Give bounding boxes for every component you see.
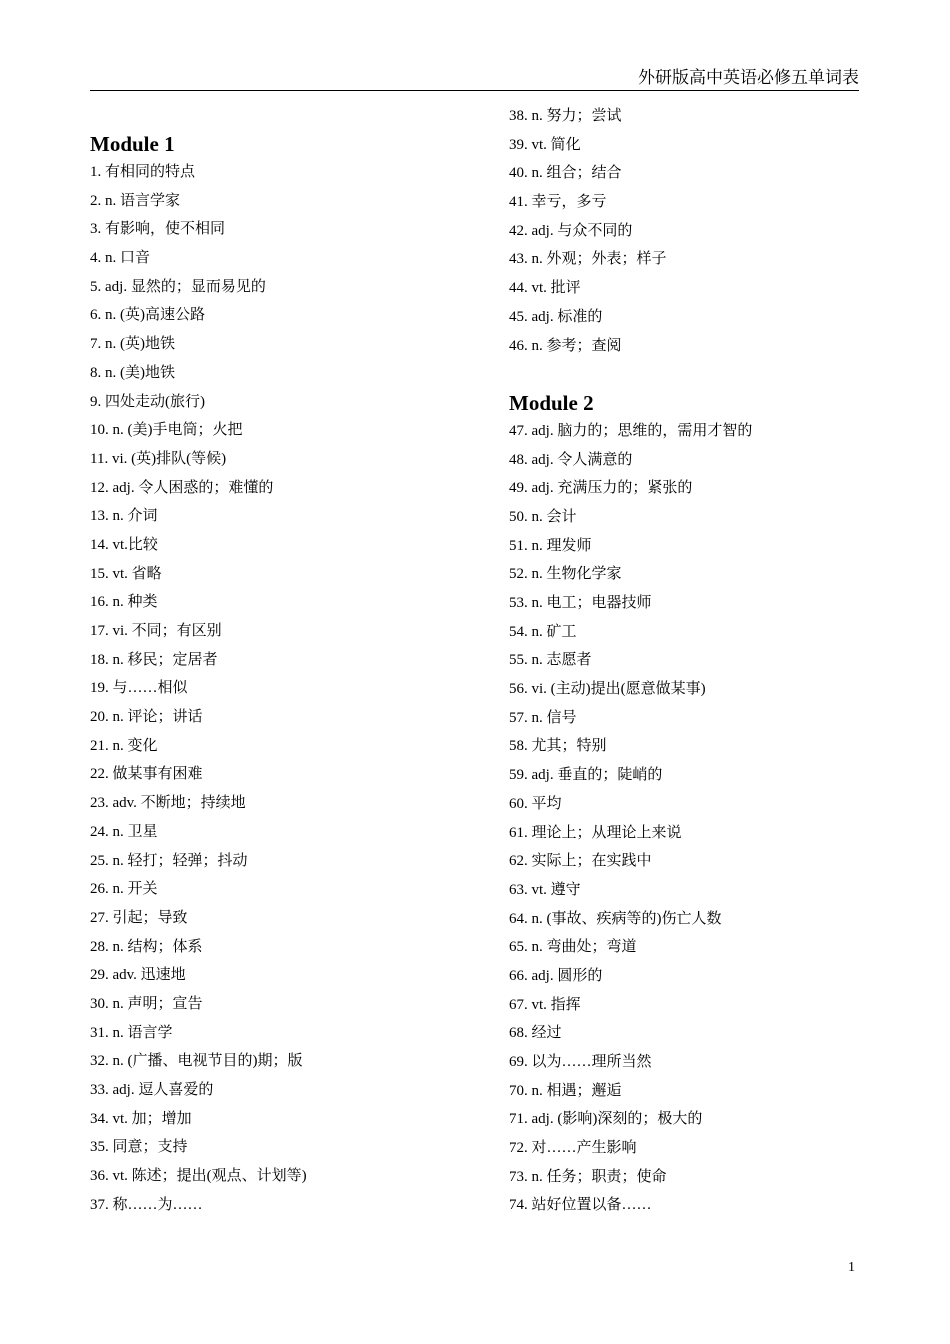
entry-number: 48.	[509, 451, 528, 468]
entry-number: 17.	[90, 623, 109, 639]
entry-definition: n. (广播、电视节目的)期；版	[108, 1053, 303, 1070]
vocab-entry	[90, 617, 490, 646]
entry-definition: 四处走动(旅行)	[101, 393, 205, 410]
entry-definition: adj. 脑力的；思维的，需用才智的	[527, 422, 753, 439]
entry-number: 55.	[509, 652, 528, 669]
vocab-entry	[90, 703, 490, 732]
vocab-entry	[509, 131, 859, 160]
entry-number: 52.	[509, 566, 528, 583]
entry-definition: n. 轻打；轻弹；抖动	[108, 852, 248, 869]
entry-number: 23.	[90, 795, 109, 812]
entry-number: 21.	[90, 737, 109, 754]
vocab-entry	[509, 417, 859, 446]
entry-number: 15.	[90, 565, 109, 582]
entry-definition: adj. 圆形的	[527, 967, 603, 984]
entry-definition: 做某事有困难	[108, 766, 203, 783]
entry-number: 5.	[90, 278, 102, 295]
vocab-entry	[509, 532, 859, 561]
entry-number: 50.	[509, 508, 528, 525]
vocab-entry	[509, 905, 859, 934]
page-header	[90, 62, 859, 91]
vocab-entry	[90, 1047, 490, 1076]
vocab-entry	[509, 159, 859, 188]
vocab-entry	[509, 217, 859, 246]
entry-number: 14.	[90, 536, 109, 553]
vocab-entry	[90, 244, 490, 273]
entry-number: 57.	[509, 709, 528, 726]
entry-definition: vi. (英)排队(等候)	[108, 450, 227, 467]
entry-definition: 与……相似	[108, 680, 188, 697]
vocab-entry	[90, 760, 490, 789]
entry-definition: adj. 令人困惑的；难懂的	[108, 479, 274, 496]
entry-definition: n. 电工；电器技师	[527, 595, 652, 611]
vocab-entry	[509, 102, 859, 131]
vocab-entry	[509, 732, 859, 761]
entry-definition: 尤其；特别	[527, 738, 607, 755]
entry-definition: n. 评论；讲话	[108, 709, 203, 726]
vocab-entry	[90, 215, 490, 244]
entry-number: 1.	[90, 164, 102, 180]
entry-number: 12.	[90, 479, 109, 496]
vocab-entry	[90, 531, 490, 560]
entry-number: 61.	[509, 824, 528, 841]
entry-definition: n. 信号	[527, 709, 577, 726]
entry-number: 20.	[90, 709, 109, 726]
entry-definition: n. 开关	[108, 881, 158, 898]
entry-number: 2.	[90, 192, 102, 209]
entry-number: 56.	[509, 681, 528, 698]
entry-number: 64.	[509, 910, 528, 927]
vocab-entry	[509, 819, 859, 848]
vocab-entry	[90, 847, 490, 876]
entry-number: 40.	[509, 165, 528, 182]
entry-number: 43.	[509, 251, 528, 268]
entry-definition: vt.比较	[108, 536, 158, 553]
vocab-entry	[90, 1019, 490, 1048]
vocab-entry	[90, 818, 490, 847]
entry-definition: n. (英)高速公路	[101, 307, 205, 324]
entry-definition: n. 弯曲处；弯道	[527, 939, 637, 956]
entry-definition: n. 会计	[527, 508, 577, 525]
entry-definition: adj. 标准的	[527, 308, 603, 325]
entry-number: 10.	[90, 422, 109, 439]
entry-number: 72.	[509, 1140, 528, 1157]
vocab-entry	[509, 1048, 859, 1077]
entry-number: 60.	[509, 795, 528, 812]
entry-definition: n. 声明；宣告	[108, 995, 203, 1012]
entry-definition: n. 生物化学家	[527, 566, 622, 583]
vocab-entry	[509, 646, 859, 675]
entry-number: 26.	[90, 881, 109, 898]
entry-definition: adj. (影响)深刻的；极大的	[527, 1111, 703, 1128]
vocab-entry	[509, 503, 859, 532]
entry-number: 66.	[509, 967, 528, 984]
entry-definition: n. 组合；结合	[527, 165, 622, 182]
vocab-entry	[509, 991, 859, 1020]
entry-number: 3.	[90, 221, 102, 238]
vocab-entry	[90, 502, 490, 531]
entry-definition: n. 外观；外表；样子	[527, 251, 667, 268]
vocab-entry	[509, 303, 859, 332]
entry-number: 4.	[90, 250, 102, 267]
entry-definition: adv. 迅速地	[108, 967, 186, 984]
vocab-entry	[90, 1191, 490, 1220]
entry-number: 53.	[509, 595, 528, 611]
vocab-entry	[90, 789, 490, 818]
entry-number: 29.	[90, 967, 109, 984]
entry-definition: vi. (主动)提出(愿意做某事)	[527, 681, 706, 698]
entry-number: 63.	[509, 881, 528, 898]
entry-number: 33.	[90, 1082, 109, 1098]
entry-definition: 称……为……	[108, 1196, 203, 1213]
vocab-entry	[90, 1076, 490, 1105]
entry-number: 36.	[90, 1168, 109, 1185]
entry-definition: adj. 垂直的；陡峭的	[527, 767, 663, 784]
vocab-entry	[509, 933, 859, 962]
module-heading: Module 2	[509, 390, 594, 415]
vocab-entry	[90, 158, 490, 187]
vocab-entry	[509, 675, 859, 704]
vocab-entry	[509, 761, 859, 790]
vocab-entry	[509, 446, 859, 475]
entry-number: 74.	[509, 1197, 528, 1214]
entry-definition: n. 变化	[108, 737, 158, 754]
entry-definition: vt. 遵守	[527, 881, 581, 898]
entry-definition: n. 参考；查阅	[527, 337, 622, 354]
vocab-entry	[509, 1019, 859, 1048]
entry-number: 30.	[90, 995, 109, 1012]
vocab-entry	[90, 933, 490, 962]
vocab-entry	[509, 790, 859, 819]
entry-number: 19.	[90, 680, 109, 697]
entry-number: 32.	[90, 1053, 109, 1070]
entry-definition: 有相同的特点	[101, 164, 196, 180]
entry-number: 65.	[509, 939, 528, 956]
entry-number: 41.	[509, 194, 528, 211]
vocab-entry	[90, 187, 490, 216]
entry-number: 42.	[509, 222, 528, 239]
vocab-entry	[509, 876, 859, 905]
vocab-entry	[90, 474, 490, 503]
vocab-entry	[90, 875, 490, 904]
entry-definition: 幸亏，多亏	[527, 194, 607, 211]
entry-definition: vt. 省略	[108, 565, 162, 582]
vocab-entry	[90, 646, 490, 675]
entry-number: 44.	[509, 280, 528, 297]
vocab-entry	[90, 416, 490, 445]
entry-definition: n. 语言学家	[101, 192, 181, 209]
entry-definition: 同意；支持	[108, 1139, 188, 1156]
entry-definition: 引起；导致	[108, 909, 188, 926]
entry-number: 69.	[509, 1054, 528, 1070]
entry-number: 54.	[509, 623, 528, 640]
entry-number: 70.	[509, 1082, 528, 1099]
entry-definition: adj. 逗人喜爱的	[108, 1082, 214, 1098]
entry-definition: n. 卫星	[108, 823, 158, 840]
vocab-entry	[90, 1133, 490, 1162]
vocab-entry	[509, 474, 859, 503]
entry-definition: n. 任务；职责；使命	[527, 1168, 667, 1185]
vocab-entry	[509, 1077, 859, 1106]
vocab-entry	[90, 674, 490, 703]
entry-definition: 有影响，使不相同	[101, 221, 226, 238]
entry-number: 13.	[90, 508, 109, 525]
entry-definition: 实际上；在实践中	[527, 853, 652, 870]
entry-number: 68.	[509, 1025, 528, 1042]
vocab-entry	[509, 332, 859, 361]
entry-number: 35.	[90, 1139, 109, 1156]
vocab-entry	[90, 273, 490, 302]
vocab-entry	[509, 1191, 859, 1220]
entry-definition: 站好位置以备……	[527, 1197, 652, 1214]
entry-definition: 平均	[527, 795, 562, 812]
entry-definition: vt. 批评	[527, 280, 581, 297]
entry-definition: adj. 充满压力的；紧张的	[527, 480, 693, 497]
entry-number: 37.	[90, 1196, 109, 1213]
entry-definition: n. 志愿者	[527, 652, 592, 669]
vocab-entry	[509, 704, 859, 733]
entry-number: 39.	[509, 136, 528, 153]
vocab-entry	[90, 330, 490, 359]
entry-number: 51.	[509, 537, 528, 554]
entry-definition: n. 相遇；邂逅	[527, 1082, 622, 1099]
entry-number: 31.	[90, 1024, 109, 1041]
entry-definition: vi. 不同；有区别	[108, 623, 222, 639]
vocab-entry	[90, 904, 490, 933]
vocab-entry	[509, 589, 859, 618]
entry-definition: adj. 显然的；显而易见的	[101, 278, 266, 295]
vocab-entry	[509, 847, 859, 876]
entry-definition: n. 移民；定居者	[108, 651, 218, 668]
entry-definition: 对……产生影响	[527, 1140, 637, 1157]
entry-number: 9.	[90, 393, 102, 410]
entry-definition: n. 介词	[108, 508, 158, 525]
entry-definition: n. 种类	[108, 594, 158, 611]
entry-number: 59.	[509, 767, 528, 784]
entry-number: 34.	[90, 1110, 109, 1127]
entry-number: 6.	[90, 307, 102, 324]
entry-number: 28.	[90, 938, 109, 955]
entry-number: 16.	[90, 594, 109, 611]
document-title: 外研版高中英语必修五单词表	[638, 68, 859, 88]
entry-number: 47.	[509, 422, 528, 439]
entry-definition: n. 结构；体系	[108, 938, 203, 955]
entry-number: 46.	[509, 337, 528, 354]
entry-definition: vt. 陈述；提出(观点、计划等)	[108, 1168, 307, 1185]
entry-number: 38.	[509, 108, 528, 124]
entry-number: 8.	[90, 364, 102, 381]
entry-definition: vt. 简化	[527, 136, 581, 153]
vocab-entry	[90, 1105, 490, 1134]
entry-definition: 以为……理所当然	[527, 1054, 652, 1070]
vocab-entry	[90, 588, 490, 617]
vocab-entry	[509, 560, 859, 589]
right-column	[509, 102, 859, 1220]
entry-definition: n. (美)手电筒；火把	[108, 422, 243, 439]
entry-definition: n. 口音	[101, 250, 151, 267]
entry-definition: vt. 指挥	[527, 996, 581, 1013]
vocab-entry	[90, 359, 490, 388]
entry-number: 11.	[90, 450, 109, 467]
vocab-entry	[509, 1134, 859, 1163]
entry-number: 24.	[90, 823, 109, 840]
entry-definition: n. 语言学	[108, 1024, 173, 1041]
entry-number: 73.	[509, 1168, 528, 1185]
entry-number: 67.	[509, 996, 528, 1013]
module-heading: Module 1	[90, 132, 175, 156]
vocab-entry	[90, 961, 490, 990]
entry-definition: adj. 与众不同的	[527, 222, 633, 239]
entry-number: 27.	[90, 909, 109, 926]
entry-definition: n. (英)地铁	[101, 336, 175, 353]
vocab-entry	[509, 1105, 859, 1134]
entry-number: 18.	[90, 651, 109, 668]
vocab-entry	[90, 445, 490, 474]
entry-definition: 理论上；从理论上来说	[527, 824, 682, 841]
left-column	[90, 102, 490, 1219]
section-spacer	[509, 360, 859, 389]
entry-definition: n. (美)地铁	[101, 364, 175, 381]
vocab-entry	[509, 1163, 859, 1192]
vocab-entry	[509, 618, 859, 647]
entry-definition: adv. 不断地；持续地	[108, 795, 246, 812]
entry-number: 7.	[90, 336, 102, 353]
entry-definition: n. (事故、疾病等的)伤亡人数	[527, 910, 722, 927]
vocab-entry	[90, 301, 490, 330]
entry-definition: vt. 加；增加	[108, 1110, 192, 1127]
vocab-entry	[90, 990, 490, 1019]
vocab-entry	[509, 962, 859, 991]
vocab-entry	[509, 245, 859, 274]
entry-number: 62.	[509, 853, 528, 870]
entry-definition: 经过	[527, 1025, 562, 1042]
entry-number: 22.	[90, 766, 109, 783]
vocab-entry	[90, 732, 490, 761]
vocab-entry	[509, 274, 859, 303]
vocab-entry	[90, 1162, 490, 1191]
entry-number: 71.	[509, 1111, 528, 1128]
entry-number: 25.	[90, 852, 109, 869]
entry-number: 49.	[509, 480, 528, 497]
page-number: 1	[848, 1260, 855, 1275]
vocab-entry	[509, 188, 859, 217]
vocab-entry	[90, 388, 490, 417]
entry-definition: n. 矿工	[527, 623, 577, 640]
entry-number: 45.	[509, 308, 528, 325]
vocab-entry	[90, 560, 490, 589]
entry-number: 58.	[509, 738, 528, 755]
entry-definition: adj. 令人满意的	[527, 451, 633, 468]
entry-definition: n. 努力；尝试	[527, 108, 622, 124]
entry-definition: n. 理发师	[527, 537, 592, 554]
